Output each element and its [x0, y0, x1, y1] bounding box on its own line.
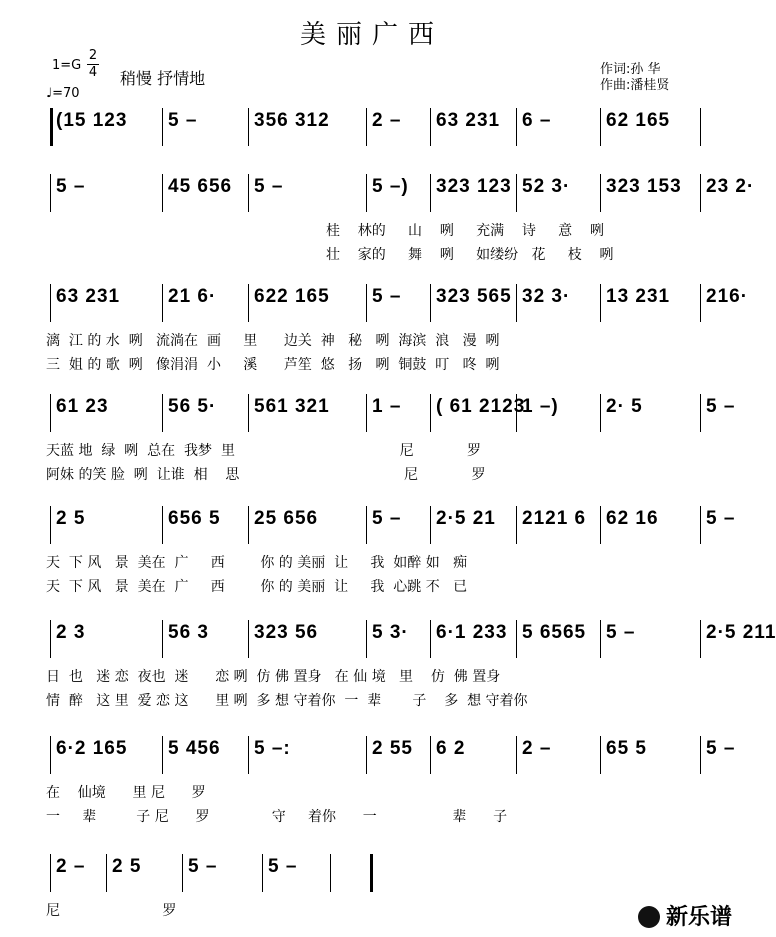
bar-line: [366, 174, 367, 212]
score-line: [0, 622, 776, 662]
measure-notes: 45 656: [168, 176, 233, 197]
measure-notes: 5 –: [56, 176, 86, 197]
bar-line: [162, 506, 163, 544]
measure-notes: 2121 6: [522, 508, 587, 529]
bar-line: [162, 174, 163, 212]
measure-notes: 13 231: [606, 286, 671, 307]
bar-line: [430, 394, 431, 432]
bar-line: [162, 620, 163, 658]
measure-notes: 5 –: [168, 110, 198, 131]
measure-notes: ( 61 2123: [436, 396, 526, 417]
bar-line: [516, 506, 517, 544]
lyric-line: [0, 220, 744, 242]
bar-line: [516, 620, 517, 658]
time-signature: [86, 48, 100, 81]
measure-notes: 656 5: [168, 508, 221, 529]
measure-notes: 23 2·: [706, 176, 755, 197]
tempo-marking: ♩=70: [46, 86, 80, 101]
bar-line: [50, 506, 51, 544]
composer-credit: 作曲:潘桂贤: [600, 78, 670, 93]
bar-line: [330, 854, 331, 892]
bar-line: [700, 174, 701, 212]
bar-line: [516, 108, 517, 146]
bar-line: [248, 736, 249, 774]
key-signature: 1=G: [52, 58, 82, 73]
lyric-text: 漓 江 的 水 咧 流淌在 画 里 边关 神 秘 咧 海滨 浪 漫 咧: [46, 333, 500, 349]
measure-notes: 356 312: [254, 110, 330, 131]
bar-line: [248, 394, 249, 432]
lyric-line: [0, 464, 744, 486]
bar-line: [366, 736, 367, 774]
score-line: [0, 508, 744, 548]
measure-notes: 5 6565: [522, 622, 587, 643]
lyric-text: 三 姐 的 歌 咧 像涓涓 小 溪 芦笙 悠 扬 咧 铜鼓 叮 咚 咧: [46, 357, 500, 373]
bar-line: [600, 394, 601, 432]
measure-notes: 5 –: [372, 286, 402, 307]
bar-line: [182, 854, 183, 892]
measure-notes: 323 153: [606, 176, 682, 197]
bar-line: [700, 620, 701, 658]
measure-notes: 5 –: [606, 622, 636, 643]
measure-notes: 5 –): [372, 176, 409, 197]
measure-notes: 56 3: [168, 622, 209, 643]
measure-notes: 5 456: [168, 738, 221, 759]
lyric-text: 壮 家的 舞 咧 如缕纷 花 枝 咧: [326, 247, 614, 263]
measure-notes: 56 5·: [168, 396, 217, 417]
measure-notes: 6·1 233: [436, 622, 508, 643]
expression-marking: 稍慢 抒情地: [120, 69, 206, 88]
bar-line: [50, 394, 51, 432]
lyric-line: [0, 666, 744, 688]
bar-line: [600, 174, 601, 212]
lyric-text: 在 仙境 里 尼 罗: [46, 785, 206, 801]
lyric-text: 天蓝 地 绿 咧 总在 我梦 里 尼 罗: [46, 443, 482, 459]
logo-text: 新乐谱: [665, 905, 732, 930]
bar-line: [700, 284, 701, 322]
measure-notes: 5 –:: [254, 738, 291, 759]
bar-line: [516, 284, 517, 322]
lyricist-credit: 作词:孙 华: [600, 62, 661, 77]
bar-line: [50, 108, 53, 146]
measure-notes: 6 2: [436, 738, 466, 759]
measure-notes: 25 656: [254, 508, 319, 529]
bar-line: [516, 174, 517, 212]
measure-notes: 5 –: [372, 508, 402, 529]
measure-notes: 65 5: [606, 738, 647, 759]
measure-notes: 5 –: [188, 856, 218, 877]
lyric-line: [0, 440, 744, 462]
measure-notes: 61 23: [56, 396, 109, 417]
lyric-line: [0, 782, 744, 804]
lyric-line: [0, 576, 744, 598]
bar-line: [50, 174, 51, 212]
bar-line: [162, 284, 163, 322]
bar-line: [600, 284, 601, 322]
bar-line: [366, 394, 367, 432]
measure-notes: 62 16: [606, 508, 659, 529]
lyric-line: [0, 900, 744, 922]
measure-notes: 2 –: [522, 738, 552, 759]
measure-notes: 2 5: [112, 856, 142, 877]
lyric-line: [0, 690, 744, 712]
measure-notes: 5 –: [254, 176, 284, 197]
measure-notes: 323 565: [436, 286, 512, 307]
time-numerator: 2: [88, 48, 98, 63]
bar-line: [600, 108, 601, 146]
bar-line: [366, 284, 367, 322]
bar-line: [516, 736, 517, 774]
measure-notes: 32 3·: [522, 286, 571, 307]
bar-line: [262, 854, 263, 892]
measure-notes: 2 –: [372, 110, 402, 131]
bar-line: [50, 854, 51, 892]
measure-notes: 5 –: [706, 738, 736, 759]
measure-notes: 2 –: [56, 856, 86, 877]
bar-line: [430, 174, 431, 212]
bar-line: [430, 506, 431, 544]
bar-line: [248, 174, 249, 212]
bar-line: [600, 506, 601, 544]
bar-line: [50, 736, 51, 774]
final-bar-line: [370, 854, 373, 892]
measure-notes: 2· 5: [606, 396, 643, 417]
score-line: [0, 738, 744, 778]
score-line: [0, 856, 744, 896]
score-line: [0, 396, 744, 436]
bar-line: [366, 108, 367, 146]
score-line: [0, 176, 755, 216]
bar-line: [162, 736, 163, 774]
bar-line: [430, 284, 431, 322]
measure-notes: 63 231: [436, 110, 501, 131]
measure-notes: 2·5 211: [706, 622, 776, 643]
bar-line: [50, 620, 51, 658]
site-logo: [638, 900, 732, 931]
measure-notes: 561 321: [254, 396, 330, 417]
measure-notes: 62 165: [606, 110, 671, 131]
lyric-line: [0, 244, 744, 266]
bar-line: [106, 854, 107, 892]
measure-notes: 216·: [706, 286, 749, 307]
measure-notes: 5 –: [706, 508, 736, 529]
bar-line: [700, 736, 701, 774]
bar-line: [700, 108, 701, 146]
measure-notes: 323 123: [436, 176, 512, 197]
time-denominator: 4: [88, 65, 98, 80]
measure-notes: 323 56: [254, 622, 319, 643]
measure-notes: 5 3·: [372, 622, 409, 643]
score-line: [0, 286, 749, 326]
bar-line: [162, 394, 163, 432]
measure-notes: 2 55: [372, 738, 413, 759]
lyric-text: 天 下 风 景 美在 广 西 你 的 美丽 让 我 如醉 如 痴: [46, 555, 468, 571]
measure-notes: 2 3: [56, 622, 86, 643]
measure-notes: 5 –: [706, 396, 736, 417]
lyric-text: 情 醉 这 里 爱 恋 这 里 咧 多 想 守着你 一 辈 子 多 想 守着你: [46, 693, 528, 709]
bar-line: [248, 108, 249, 146]
measure-notes: 5 –: [268, 856, 298, 877]
lyric-text: 一 辈 子 尼 罗 守 着你 一 辈 子: [46, 809, 508, 825]
lyric-line: [0, 806, 744, 828]
measure-notes: 52 3·: [522, 176, 571, 197]
lyric-line: [0, 330, 744, 352]
bar-line: [366, 620, 367, 658]
bar-line: [50, 284, 51, 322]
measure-notes: 2 5: [56, 508, 86, 529]
measure-notes: 622 165: [254, 286, 330, 307]
bar-line: [366, 506, 367, 544]
bar-line: [162, 108, 163, 146]
lyric-line: [0, 354, 744, 376]
measure-notes: 63 231: [56, 286, 121, 307]
bar-line: [430, 736, 431, 774]
lyric-text: 天 下 风 景 美在 广 西 你 的 美丽 让 我 心跳 不 已: [46, 579, 468, 595]
lyric-text: 桂 林的 山 咧 充满 诗 意 咧: [326, 223, 604, 239]
lyric-line: [0, 552, 744, 574]
measure-notes: 1 –): [522, 396, 559, 417]
measure-notes: 2·5 21: [436, 508, 496, 529]
bar-line: [700, 394, 701, 432]
measure-notes: 1 –: [372, 396, 402, 417]
lyric-text: 阿妹 的笑 脸 咧 让谁 相 思 尼 罗: [46, 467, 486, 483]
measure-notes: 6·2 165: [56, 738, 128, 759]
score-line: [0, 110, 744, 150]
page-title: 美丽广西: [299, 20, 444, 50]
bar-line: [248, 506, 249, 544]
bar-line: [600, 620, 601, 658]
disc-icon: [638, 906, 660, 928]
bar-line: [430, 620, 431, 658]
measure-notes: 6 –: [522, 110, 552, 131]
measure-notes: 21 6·: [168, 286, 217, 307]
bar-line: [248, 620, 249, 658]
measure-notes: (15 123: [56, 110, 128, 131]
bar-line: [700, 506, 701, 544]
lyric-text: 尼 罗: [46, 903, 177, 919]
bar-line: [600, 736, 601, 774]
bar-line: [248, 284, 249, 322]
bar-line: [430, 108, 431, 146]
lyric-text: 日 也 迷 恋 夜也 迷 恋 咧 仿 佛 置身 在 仙 境 里 仿 佛 置身: [46, 669, 501, 685]
